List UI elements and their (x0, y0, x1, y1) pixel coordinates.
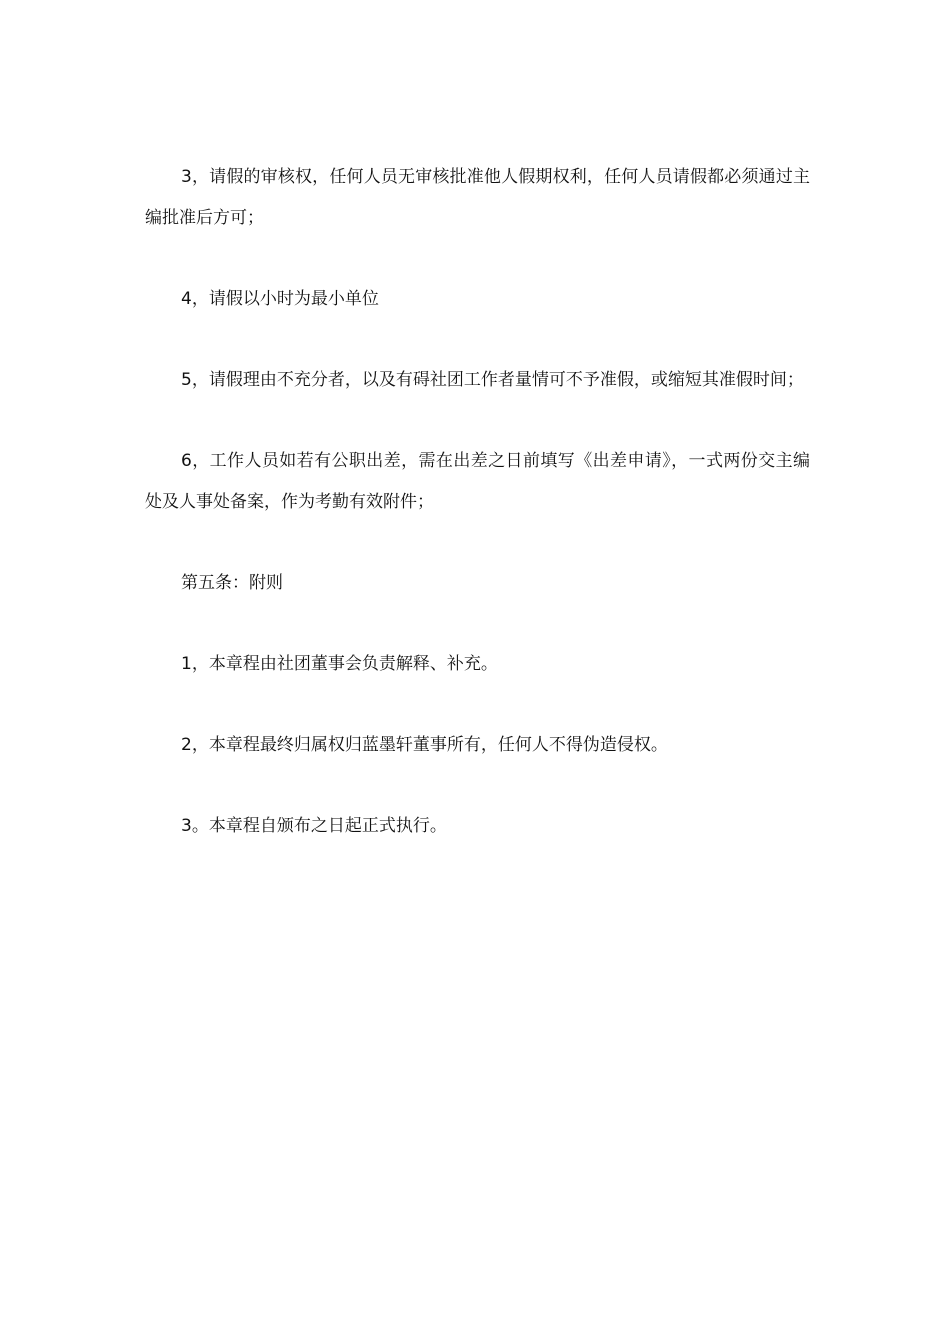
paragraph-interpretation: 1，本章程由社团董事会负责解释、补充。 (181, 654, 498, 674)
paragraph-effective-date: 3。本章程自颁布之日起正式执行。 (181, 816, 447, 836)
document-body (145, 157, 810, 887)
paragraph-leave-approval: 3，请假的审核权，任何人员无审核批准他人假期权利，任何人员请假都必须通过主编批准后方可； (145, 167, 810, 228)
paragraph-ownership: 2，本章程最终归属权归蓝墨轩董事所有，任何人不得伪造侵权。 (181, 735, 668, 755)
section-heading-appendix: 第五条：附则 (181, 573, 283, 593)
paragraph-leave-refusal: 5，请假理由不充分者，以及有碍社团工作者量情可不予准假，或缩短其准假时间； (181, 370, 804, 390)
paragraph-business-trip: 6，工作人员如若有公职出差，需在出差之日前填写《出差申请》，一式两份交主编处及人事处备案，作为考勤有效附件； (145, 451, 810, 512)
paragraph-leave-unit: 4，请假以小时为最小单位 (181, 289, 379, 309)
